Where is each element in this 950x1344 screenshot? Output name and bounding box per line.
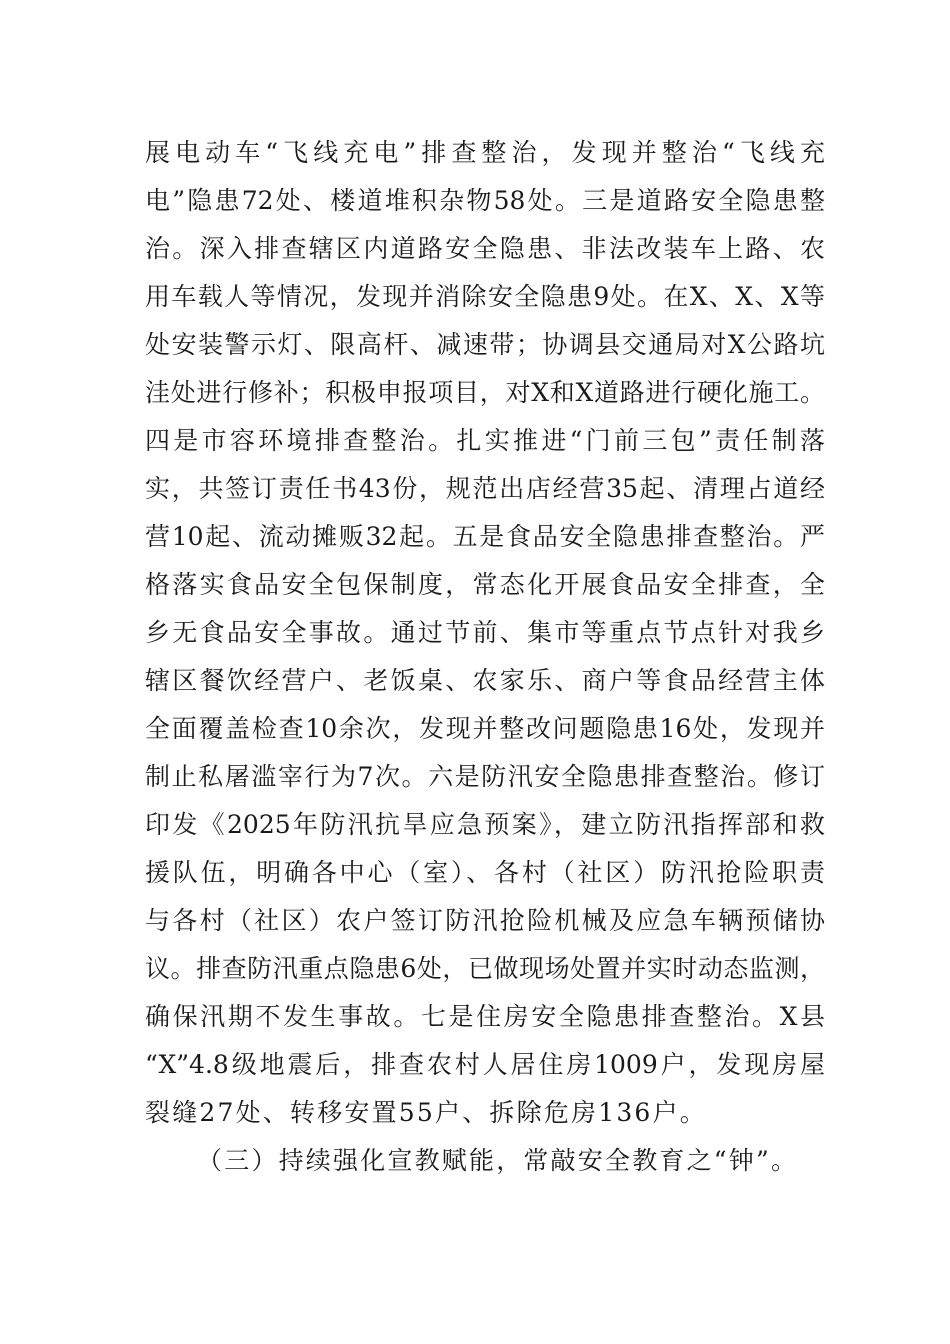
body-text-line: 治。深入排查辖区内道路安全隐患、非法改装车上路、农	[145, 234, 825, 263]
body-text-line: 展电动车“飞线充电”排查整治，发现并整治“飞线充	[145, 138, 825, 167]
body-text-line: 裂缝27处、转移安置55户、拆除危房136户。	[145, 1098, 707, 1127]
body-text-line: 议。排查防汛重点隐患6处，已做现场处置并实时动态监测，	[145, 954, 825, 983]
body-text-line: 处安装警示灯、限高杆、减速带；协调县交通局对X公路坑	[145, 330, 825, 359]
body-text-line: 用车载人等情况，发现并消除安全隐患9处。在X、X、X等	[145, 282, 825, 311]
body-text-line: 全面覆盖检查10余次，发现并整改问题隐患16处，发现并	[145, 714, 825, 743]
body-text-line: 实，共签订责任书43份，规范出店经营35起、清理占道经	[145, 474, 825, 503]
body-text-line: 乡无食品安全事故。通过节前、集市等重点节点针对我乡	[145, 618, 825, 647]
body-text-line: 电”隐患72处、楼道堆积杂物58处。三是道路安全隐患整	[145, 186, 825, 215]
body-text-line: 营10起、流动摊贩32起。五是食品安全隐患排查整治。严	[145, 522, 825, 551]
body-text-line: 援队伍，明确各中心（室）、各村（社区）防汛抢险职责	[145, 858, 825, 887]
body-text-line: 辖区餐饮经营户、老饭桌、农家乐、商户等食品经营主体	[145, 666, 825, 695]
body-text-line: “X”4.8级地震后，排查农村人居住房1009户，发现房屋	[145, 1050, 825, 1079]
body-text-line: 四是市容环境排查整治。扎实推进“门前三包”责任制落	[145, 426, 825, 455]
body-text-line: 印发《2025年防汛抗旱应急预案》，建立防汛指挥部和救	[145, 810, 825, 839]
section-heading: （三）持续强化宣教赋能，常敲安全教育之“钟”。	[197, 1146, 799, 1175]
body-text-line: 与各村（社区）农户签订防汛抢险机械及应急车辆预储协	[145, 906, 825, 935]
body-text-line: 确保汛期不发生事故。七是住房安全隐患排查整治。X县	[145, 1002, 825, 1031]
body-text-line: 格落实食品安全包保制度，常态化开展食品安全排查，全	[145, 570, 825, 599]
body-text-line: 洼处进行修补；积极申报项目，对X和X道路进行硬化施工。	[145, 378, 825, 407]
body-text-line: 制止私屠滥宰行为7次。六是防汛安全隐患排查整治。修订	[145, 762, 825, 791]
